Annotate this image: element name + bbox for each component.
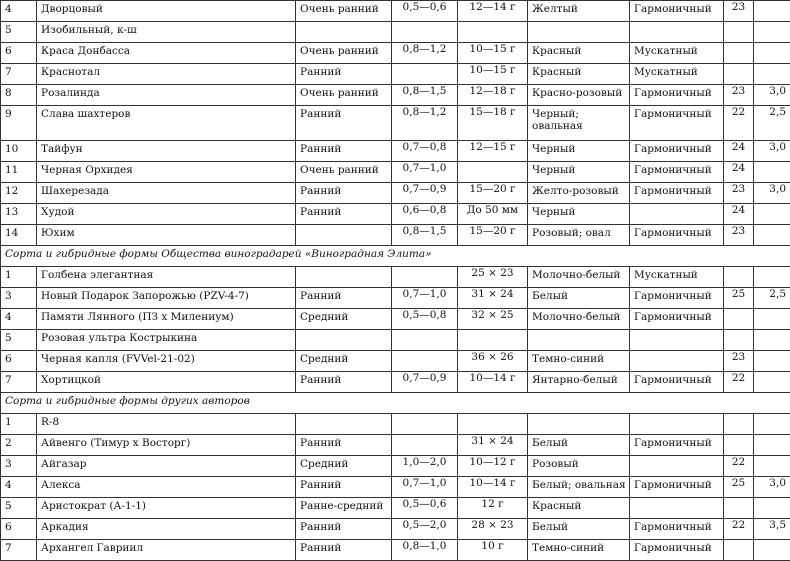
cell-taste: Гармоничный (630, 435, 724, 456)
cell-variety-name: Дворцовый (37, 1, 296, 22)
cell-row-number: 6 (1, 351, 37, 372)
cell-ripening-period (296, 22, 392, 43)
cell-berry-color: Темно-синий (528, 351, 630, 372)
cell-bunch-weight: 0,7—0,9 (392, 183, 458, 204)
cell-berry-color: Молочно-белый (528, 267, 630, 288)
cell-ripening-period: Очень ранний (296, 162, 392, 183)
cell-berry-color (528, 22, 630, 43)
cell-row-number: 7 (1, 540, 37, 561)
cell-berry-color: Белый (528, 288, 630, 309)
cell-row-number: 9 (1, 106, 37, 141)
cell-extra-score: 3,0 (754, 85, 790, 106)
cell-berry-size: 31 × 24 (458, 288, 528, 309)
cell-berry-size: 36 × 26 (458, 351, 528, 372)
cell-berry-size: 15—20 г (458, 183, 528, 204)
cell-taste-score (724, 267, 754, 288)
cell-taste: Гармоничный (630, 225, 724, 246)
cell-extra-score (754, 540, 790, 561)
table-row (1, 519, 790, 540)
cell-taste-score: 23 (724, 351, 754, 372)
cell-extra-score: 3,5 (754, 519, 790, 540)
cell-ripening-period (296, 414, 392, 435)
cell-berry-size: 25 × 23 (458, 267, 528, 288)
cell-variety-name: Голбена элегантная (37, 267, 296, 288)
cell-berry-color: Янтарно-белый (528, 372, 630, 393)
cell-extra-score (754, 330, 790, 351)
cell-variety-name: Алекса (37, 477, 296, 498)
cell-bunch-weight: 0,5—0,6 (392, 498, 458, 519)
cell-row-number: 13 (1, 204, 37, 225)
cell-taste (630, 204, 724, 225)
table-row (1, 1, 790, 22)
cell-extra-score (754, 498, 790, 519)
table-row (1, 43, 790, 64)
cell-bunch-weight: 0,7—1,0 (392, 477, 458, 498)
cell-row-number: 5 (1, 22, 37, 43)
cell-ripening-period: Средний (296, 309, 392, 330)
cell-taste: Мускатный (630, 43, 724, 64)
cell-berry-color: Розовый; овал (528, 225, 630, 246)
cell-extra-score (754, 309, 790, 330)
cell-variety-name: Аркадия (37, 519, 296, 540)
cell-ripening-period: Ранний (296, 106, 392, 141)
table-row (1, 225, 790, 246)
cell-taste-score: 24 (724, 204, 754, 225)
table-row (1, 85, 790, 106)
cell-taste-score (724, 309, 754, 330)
cell-extra-score (754, 267, 790, 288)
cell-variety-name: Хортицкой (37, 372, 296, 393)
cell-taste (630, 351, 724, 372)
cell-taste-score: 22 (724, 372, 754, 393)
cell-taste: Гармоничный (630, 162, 724, 183)
cell-variety-name: Айвенго (Тимур х Восторг) (37, 435, 296, 456)
cell-ripening-period: Ранний (296, 540, 392, 561)
cell-variety-name: Памяти Лянного (ПЗ х Милениум) (37, 309, 296, 330)
cell-row-number: 3 (1, 456, 37, 477)
cell-bunch-weight (392, 414, 458, 435)
cell-ripening-period (296, 225, 392, 246)
cell-ripening-period: Средний (296, 456, 392, 477)
cell-row-number: 6 (1, 519, 37, 540)
cell-extra-score (754, 204, 790, 225)
cell-row-number: 3 (1, 288, 37, 309)
cell-taste-score: 23 (724, 85, 754, 106)
cell-extra-score (754, 351, 790, 372)
cell-berry-color (528, 330, 630, 351)
table-row (1, 309, 790, 330)
cell-variety-name: Изобильный, к-ш (37, 22, 296, 43)
cell-taste (630, 22, 724, 43)
cell-taste: Гармоничный (630, 106, 724, 141)
cell-row-number: 4 (1, 309, 37, 330)
cell-berry-color: Красно-розовый (528, 85, 630, 106)
cell-berry-size (458, 22, 528, 43)
section-header-row (1, 393, 790, 414)
section-title: Сорта и гибридные формы других авторов (1, 393, 790, 414)
cell-row-number: 7 (1, 372, 37, 393)
cell-berry-color: Молочно-белый (528, 309, 630, 330)
table-row (1, 183, 790, 204)
cell-bunch-weight (392, 64, 458, 85)
cell-berry-color: Белый; овальная (528, 477, 630, 498)
cell-bunch-weight: 0,5—2,0 (392, 519, 458, 540)
cell-taste (630, 456, 724, 477)
cell-ripening-period: Ранний (296, 435, 392, 456)
cell-extra-score: 3,0 (754, 141, 790, 162)
cell-taste (630, 330, 724, 351)
cell-berry-color: Черный (528, 141, 630, 162)
table-row (1, 64, 790, 85)
cell-berry-size: 15—20 г (458, 225, 528, 246)
cell-taste: Гармоничный (630, 477, 724, 498)
cell-bunch-weight: 0,5—0,6 (392, 1, 458, 22)
cell-berry-size: 10—14 г (458, 372, 528, 393)
cell-bunch-weight (392, 351, 458, 372)
cell-extra-score (754, 372, 790, 393)
cell-extra-score: 2,5 (754, 106, 790, 141)
cell-variety-name: Шахерезада (37, 183, 296, 204)
cell-extra-score (754, 22, 790, 43)
cell-taste-score (724, 330, 754, 351)
cell-extra-score (754, 43, 790, 64)
cell-berry-color: Белый (528, 519, 630, 540)
cell-bunch-weight: 1,0—2,0 (392, 456, 458, 477)
cell-row-number: 4 (1, 477, 37, 498)
cell-taste-score (724, 64, 754, 85)
cell-taste: Гармоничный (630, 519, 724, 540)
cell-variety-name: Аристократ (А-1-1) (37, 498, 296, 519)
cell-bunch-weight: 0,8—1,5 (392, 85, 458, 106)
cell-taste-score: 22 (724, 106, 754, 141)
cell-variety-name: Юхим (37, 225, 296, 246)
cell-berry-color: Желто-розовый (528, 183, 630, 204)
cell-berry-size: 10—12 г (458, 456, 528, 477)
table-row (1, 414, 790, 435)
cell-extra-score (754, 64, 790, 85)
cell-berry-size: 12—18 г (458, 85, 528, 106)
table-row (1, 162, 790, 183)
cell-extra-score: 2,5 (754, 288, 790, 309)
cell-row-number: 14 (1, 225, 37, 246)
cell-bunch-weight: 0,8—1,5 (392, 225, 458, 246)
cell-taste: Гармоничный (630, 309, 724, 330)
section-title: Сорта и гибридные формы Общества виноградарей «Виноградная Элита» (1, 246, 790, 267)
cell-variety-name: Краснотал (37, 64, 296, 85)
cell-ripening-period: Ранне-средний (296, 498, 392, 519)
cell-bunch-weight (392, 22, 458, 43)
cell-variety-name: Розалинда (37, 85, 296, 106)
table-body (1, 1, 790, 561)
cell-bunch-weight: 0,8—1,2 (392, 106, 458, 141)
cell-ripening-period: Ранний (296, 372, 392, 393)
cell-berry-size: 12—15 г (458, 141, 528, 162)
cell-berry-color (528, 414, 630, 435)
cell-taste-score: 23 (724, 225, 754, 246)
table-row (1, 330, 790, 351)
cell-ripening-period: Очень ранний (296, 1, 392, 22)
cell-berry-color: Белый (528, 435, 630, 456)
cell-row-number: 5 (1, 498, 37, 519)
cell-variety-name: Худой (37, 204, 296, 225)
cell-taste: Гармоничный (630, 85, 724, 106)
cell-bunch-weight: 0,5—0,8 (392, 309, 458, 330)
cell-variety-name: Краса Донбасса (37, 43, 296, 64)
cell-variety-name: Розовая ультра Кострыкина (37, 330, 296, 351)
cell-row-number: 10 (1, 141, 37, 162)
table-row (1, 435, 790, 456)
cell-berry-size: До 50 мм (458, 204, 528, 225)
table-row (1, 204, 790, 225)
cell-bunch-weight: 0,6—0,8 (392, 204, 458, 225)
cell-berry-size: 15—18 г (458, 106, 528, 141)
cell-taste-score (724, 540, 754, 561)
cell-taste-score (724, 43, 754, 64)
cell-variety-name: Слава шахтеров (37, 106, 296, 141)
cell-variety-name: Новый Подарок Запорожью (PZV-4-7) (37, 288, 296, 309)
cell-ripening-period: Ранний (296, 288, 392, 309)
cell-ripening-period: Очень ранний (296, 85, 392, 106)
cell-taste: Гармоничный (630, 141, 724, 162)
cell-taste-score: 24 (724, 141, 754, 162)
cell-berry-size: 10—15 г (458, 43, 528, 64)
table-row (1, 498, 790, 519)
cell-berry-size: 12—14 г (458, 1, 528, 22)
cell-ripening-period (296, 267, 392, 288)
table-row (1, 372, 790, 393)
cell-extra-score (754, 162, 790, 183)
cell-row-number: 2 (1, 435, 37, 456)
cell-berry-size: 32 × 25 (458, 309, 528, 330)
table-row (1, 22, 790, 43)
table-row (1, 540, 790, 561)
cell-taste-score (724, 435, 754, 456)
cell-variety-name: Айгазар (37, 456, 296, 477)
cell-taste (630, 498, 724, 519)
cell-ripening-period: Ранний (296, 477, 392, 498)
cell-taste: Гармоничный (630, 540, 724, 561)
cell-row-number: 5 (1, 330, 37, 351)
cell-ripening-period: Ранний (296, 141, 392, 162)
cell-taste-score: 25 (724, 477, 754, 498)
cell-berry-color: Розовый (528, 456, 630, 477)
cell-row-number: 1 (1, 414, 37, 435)
cell-berry-color: Темно-синий (528, 540, 630, 561)
cell-berry-color: Красный (528, 64, 630, 85)
cell-berry-size: 28 × 23 (458, 519, 528, 540)
cell-berry-color: Черный (528, 162, 630, 183)
table-row (1, 106, 790, 141)
cell-berry-size (458, 330, 528, 351)
cell-extra-score (754, 225, 790, 246)
cell-extra-score (754, 1, 790, 22)
cell-extra-score (754, 456, 790, 477)
cell-variety-name: R-8 (37, 414, 296, 435)
cell-extra-score: 3,0 (754, 477, 790, 498)
section-header-row (1, 246, 790, 267)
cell-berry-size (458, 162, 528, 183)
cell-variety-name: Архангел Гавриил (37, 540, 296, 561)
cell-bunch-weight: 0,7—1,0 (392, 162, 458, 183)
cell-ripening-period: Очень ранний (296, 43, 392, 64)
cell-taste-score (724, 22, 754, 43)
cell-row-number: 1 (1, 267, 37, 288)
table-row (1, 477, 790, 498)
cell-row-number: 7 (1, 64, 37, 85)
cell-taste-score: 25 (724, 288, 754, 309)
cell-taste: Гармоничный (630, 183, 724, 204)
cell-row-number: 4 (1, 1, 37, 22)
table-row (1, 288, 790, 309)
table-row (1, 456, 790, 477)
cell-taste (630, 414, 724, 435)
cell-taste: Гармоничный (630, 1, 724, 22)
cell-ripening-period: Ранний (296, 204, 392, 225)
table-row (1, 141, 790, 162)
cell-bunch-weight (392, 435, 458, 456)
table-row (1, 351, 790, 372)
cell-berry-size: 31 × 24 (458, 435, 528, 456)
cell-ripening-period: Ранний (296, 64, 392, 85)
cell-ripening-period: Ранний (296, 183, 392, 204)
cell-ripening-period: Средний (296, 351, 392, 372)
cell-berry-color: Желтый (528, 1, 630, 22)
cell-taste-score: 22 (724, 519, 754, 540)
cell-taste: Мускатный (630, 64, 724, 85)
cell-taste-score: 24 (724, 162, 754, 183)
cell-taste-score (724, 498, 754, 519)
cell-taste: Мускатный (630, 267, 724, 288)
cell-taste: Гармоничный (630, 288, 724, 309)
cell-extra-score: 3,0 (754, 183, 790, 204)
cell-berry-size: 10 г (458, 540, 528, 561)
cell-taste-score (724, 414, 754, 435)
cell-taste-score: 23 (724, 1, 754, 22)
cell-row-number: 12 (1, 183, 37, 204)
cell-berry-color: Черный; овальная (528, 106, 630, 141)
cell-berry-size (458, 414, 528, 435)
cell-bunch-weight: 0,7—0,8 (392, 141, 458, 162)
cell-extra-score (754, 435, 790, 456)
cell-taste: Гармоничный (630, 372, 724, 393)
cell-variety-name: Черная Орхидея (37, 162, 296, 183)
cell-berry-color: Красный (528, 43, 630, 64)
cell-berry-color: Красный (528, 498, 630, 519)
cell-ripening-period: Ранний (296, 519, 392, 540)
cell-bunch-weight (392, 267, 458, 288)
cell-row-number: 8 (1, 85, 37, 106)
cell-berry-size: 12 г (458, 498, 528, 519)
cell-variety-name: Черная капля (FVVel-21-02) (37, 351, 296, 372)
cell-row-number: 11 (1, 162, 37, 183)
cell-berry-size: 10—14 г (458, 477, 528, 498)
cell-berry-size: 10—15 г (458, 64, 528, 85)
cell-bunch-weight: 0,8—1,0 (392, 540, 458, 561)
cell-bunch-weight: 0,7—1,0 (392, 288, 458, 309)
table-row (1, 267, 790, 288)
cell-extra-score (754, 414, 790, 435)
cell-bunch-weight: 0,8—1,2 (392, 43, 458, 64)
cell-row-number: 6 (1, 43, 37, 64)
cell-variety-name: Тайфун (37, 141, 296, 162)
cell-taste-score: 22 (724, 456, 754, 477)
cell-berry-color: Черный (528, 204, 630, 225)
cell-ripening-period (296, 330, 392, 351)
cell-taste-score: 23 (724, 183, 754, 204)
cell-bunch-weight: 0,7—0,9 (392, 372, 458, 393)
cell-bunch-weight (392, 330, 458, 351)
